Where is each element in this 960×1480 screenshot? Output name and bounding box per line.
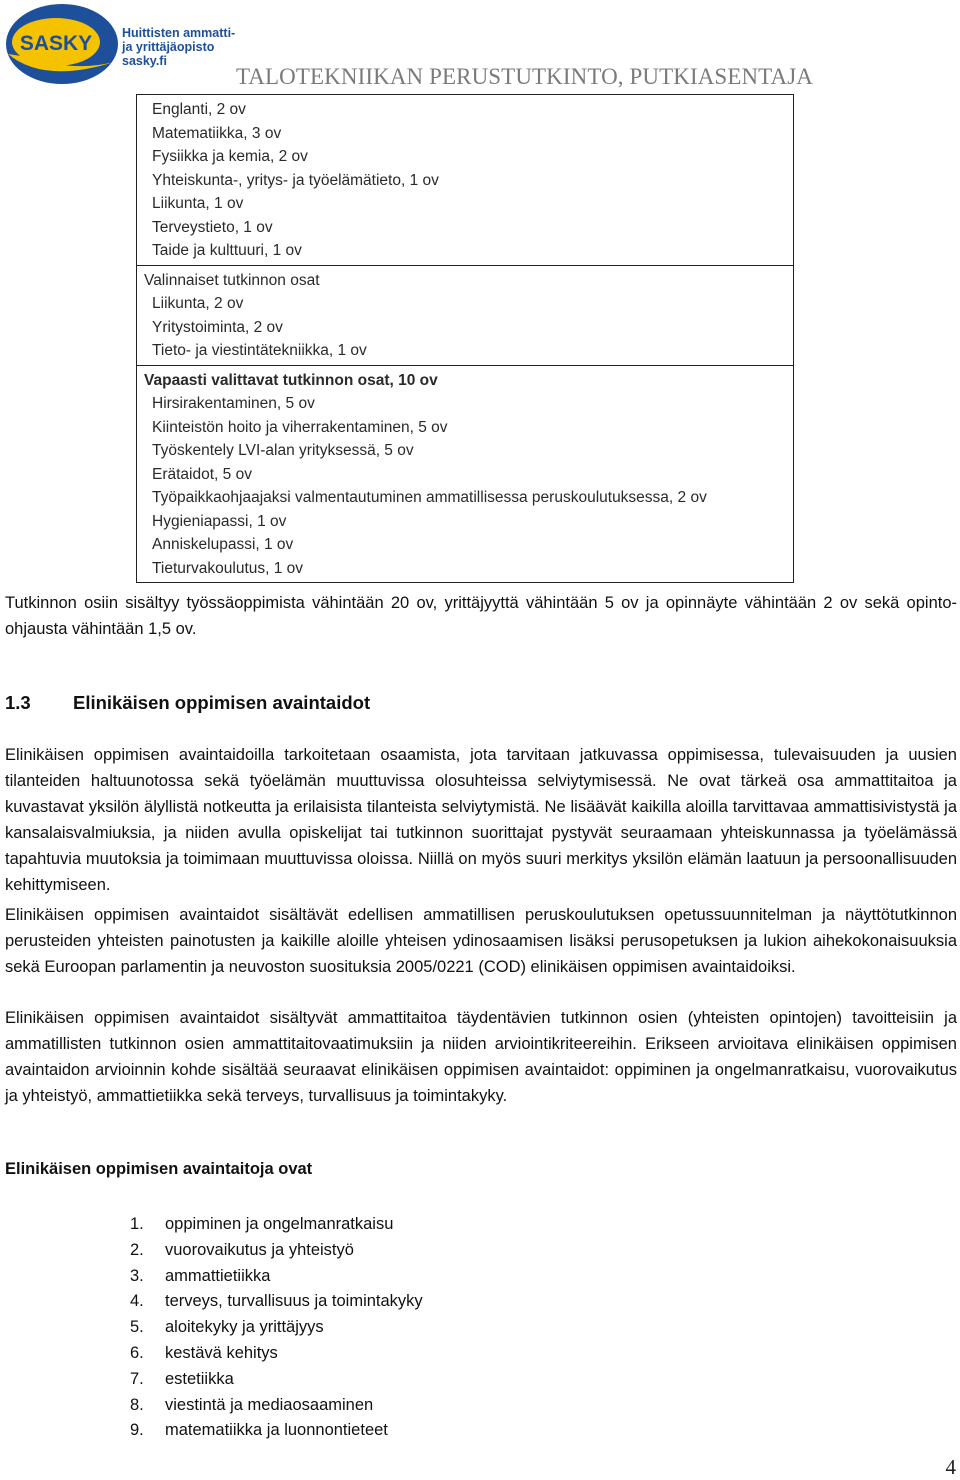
list-item [130,1367,423,1393]
logo-line-1: Huittisten ammatti- [122,26,236,40]
courses-group-free [137,365,793,583]
list-heading: Elinikäisen oppimisen avaintaitoja ovat [5,1160,313,1178]
list-item [130,1315,423,1341]
list-item [130,1264,423,1290]
list-item [130,1341,423,1367]
list-item-number: 6. [130,1343,144,1362]
course-item: Terveystieto, 1 ov [152,218,273,236]
paragraph: Elinikäisen oppimisen avaintaidot sisältävät edellisen ammatillisen peruskoulutuksen opetussuunnitelman ja näyttötutkinnon perusteiden yhteisten painotusten ja kaikille aloille yhteisen ydinosaamisen lisäksi perusopetuksen ja lukion aihekokonaisuuksia sekä Euroopan parlamentin ja neuvoston suosituksia 2005/0221 (COD) elinikäisen oppimisen avaintaidoiksi. [5,906,957,976]
course-item: Liikunta, 1 ov [152,195,244,212]
course-item: Työskentely LVI-alan yrityksessä, 5 ov [152,442,414,459]
list-item [130,1418,423,1444]
courses-group-optional [137,265,793,365]
course-item: Yritystoiminta, 2 ov [152,318,283,336]
list-item-text: kestävä kehitys [165,1343,278,1362]
logo-wordmark: SASKY [19,32,93,55]
course-item: Anniskelupassi, 1 ov [152,536,294,553]
course-item: Fysiikka ja kemia, 2 ov [152,148,308,165]
sasky-logo-emblem [4,2,122,86]
list-item-text: oppiminen ja ongelmanratkaisu [165,1215,394,1233]
course-item: Hygieniapassi, 1 ov [152,512,287,530]
section-heading [5,692,370,714]
course-item: Matematiikka, 3 ov [152,124,282,142]
list-item-number: 4. [130,1292,144,1311]
paragraph: Elinikäisen oppimisen avaintaidot sisältyvät ammattitaitoa täydentävien tutkinnon osien (yhteisten opintojen) tavoitteisiin ja ammatillisten tutkinnon osien ammattitaitovaatimuksiin ja niiden arviointikriteereihin. Erikseen arvioitava elinikäisen oppimisen avaintaidon arvioinnin kohde sisältää seuraavat elinikäisen oppimisen avaintaidot: oppiminen ja ongelmanratkaisu, vuorovaikutus ja yhteistyö, ammattietiikka sekä terveys, turvallisuus ja toimintakyky. [5,1009,957,1105]
course-item: Taide ja kulttuuri, 1 ov [152,242,302,259]
list-item-text: viestintä ja mediaosaaminen [165,1395,374,1414]
degree-note: Tutkinnon osiin sisältyy työssäoppimista vähintään 20 ov, yrittäjyyttä vähintään 5 ov ja opinnäyte vähintään 2 ov sekä opinto-ohjausta vähintään 1,5 ov. [5,594,957,638]
list-item-text: vuorovaikutus ja yhteistyö [165,1240,354,1259]
courses-box [136,94,794,583]
courses-group-title: Vapaasti valittavat tutkinnon osat, 10 ov [144,371,438,389]
list-item-number: 1. [130,1215,144,1233]
course-item: Liikunta, 2 ov [152,295,244,312]
list-item-text: estetiikka [165,1369,234,1388]
list-item-text: terveys, turvallisuus ja toimintakyky [165,1292,423,1311]
courses-group-title: Valinnaiset tutkinnon osat [144,271,320,289]
logo-text [122,26,235,68]
course-item: Tieto- ja viestintätekniikka, 1 ov [152,342,367,359]
course-item: Tieturvakoulutus, 1 ov [152,559,304,577]
course-item: Hirsirakentaminen, 5 ov [152,395,315,412]
list-item-number: 3. [130,1266,144,1285]
paragraph: Elinikäisen oppimisen avaintaidoilla tarkoitetaan osaamista, jota tarvitaan jatkuvassa oppimisessa, tulevaisuuden ja uusien tilanteiden haltuunotossa sekä työelämän muuttuvissa olosuhteissa selviytymisessä. Ne ovat tärkeä osa ammattitaitoa ja kuvastavat yksilön älyllistä notkeutta ja erilaisista tilanteista selviytymistä. Ne lisäävät kaikilla aloilla tarvittavaa ammattisivistystä ja kansalaisvalmiuksia, ja niiden avulla opiskelijat tai tutkinnon suorittajat pystyvät seuraamaan yhteiskunnassa ja työelämässä tapahtuvia muutoksia ja toimimaan muuttuvissa oloissa. Niillä on myös suuri merkitys yksilön elämän laatuun ja persoonallisuuden kehittymiseen. [5,746,957,894]
list-item [130,1212,423,1238]
list-item-number: 9. [130,1421,144,1440]
list-item [130,1238,423,1264]
sasky-logo [4,2,244,86]
list-item-number: 2. [130,1240,144,1259]
list-item-text: ammattietiikka [165,1266,271,1285]
courses-group-common [137,95,793,265]
course-item: Englanti, 2 ov [152,101,246,118]
list-item-text: aloitekyky ja yrittäjyys [165,1318,324,1337]
list-item [130,1289,423,1315]
list-item-number: 5. [130,1318,144,1337]
list-item-number: 8. [130,1395,144,1414]
section-title: Elinikäisen oppimisen avaintaidot [73,692,371,713]
list-item-number: 7. [130,1369,144,1388]
page-number: 4 [945,1455,956,1479]
section-number: 1.3 [5,692,31,713]
course-item: Työpaikkaohjaajaksi valmentautuminen ammatillisessa peruskoulutuksessa, 2 ov [152,489,707,506]
logo-line-3: sasky.fi [122,54,167,68]
document-header-title: TALOTEKNIIKAN PERUSTUTKINTO, PUTKIASENTAJA [236,64,813,89]
course-item: Kiinteistön hoito ja viherrakentaminen, 5 ov [152,418,448,436]
list-item [130,1393,423,1419]
course-item: Yhteiskunta-, yritys- ja työelämätieto, 1 ov [152,171,439,189]
list-item-text: matematiikka ja luonnontieteet [165,1421,388,1440]
course-item: Erätaidot, 5 ov [152,465,252,483]
logo-line-2: ja yrittäjäopisto [122,40,215,54]
key-skills-list [130,1212,423,1444]
